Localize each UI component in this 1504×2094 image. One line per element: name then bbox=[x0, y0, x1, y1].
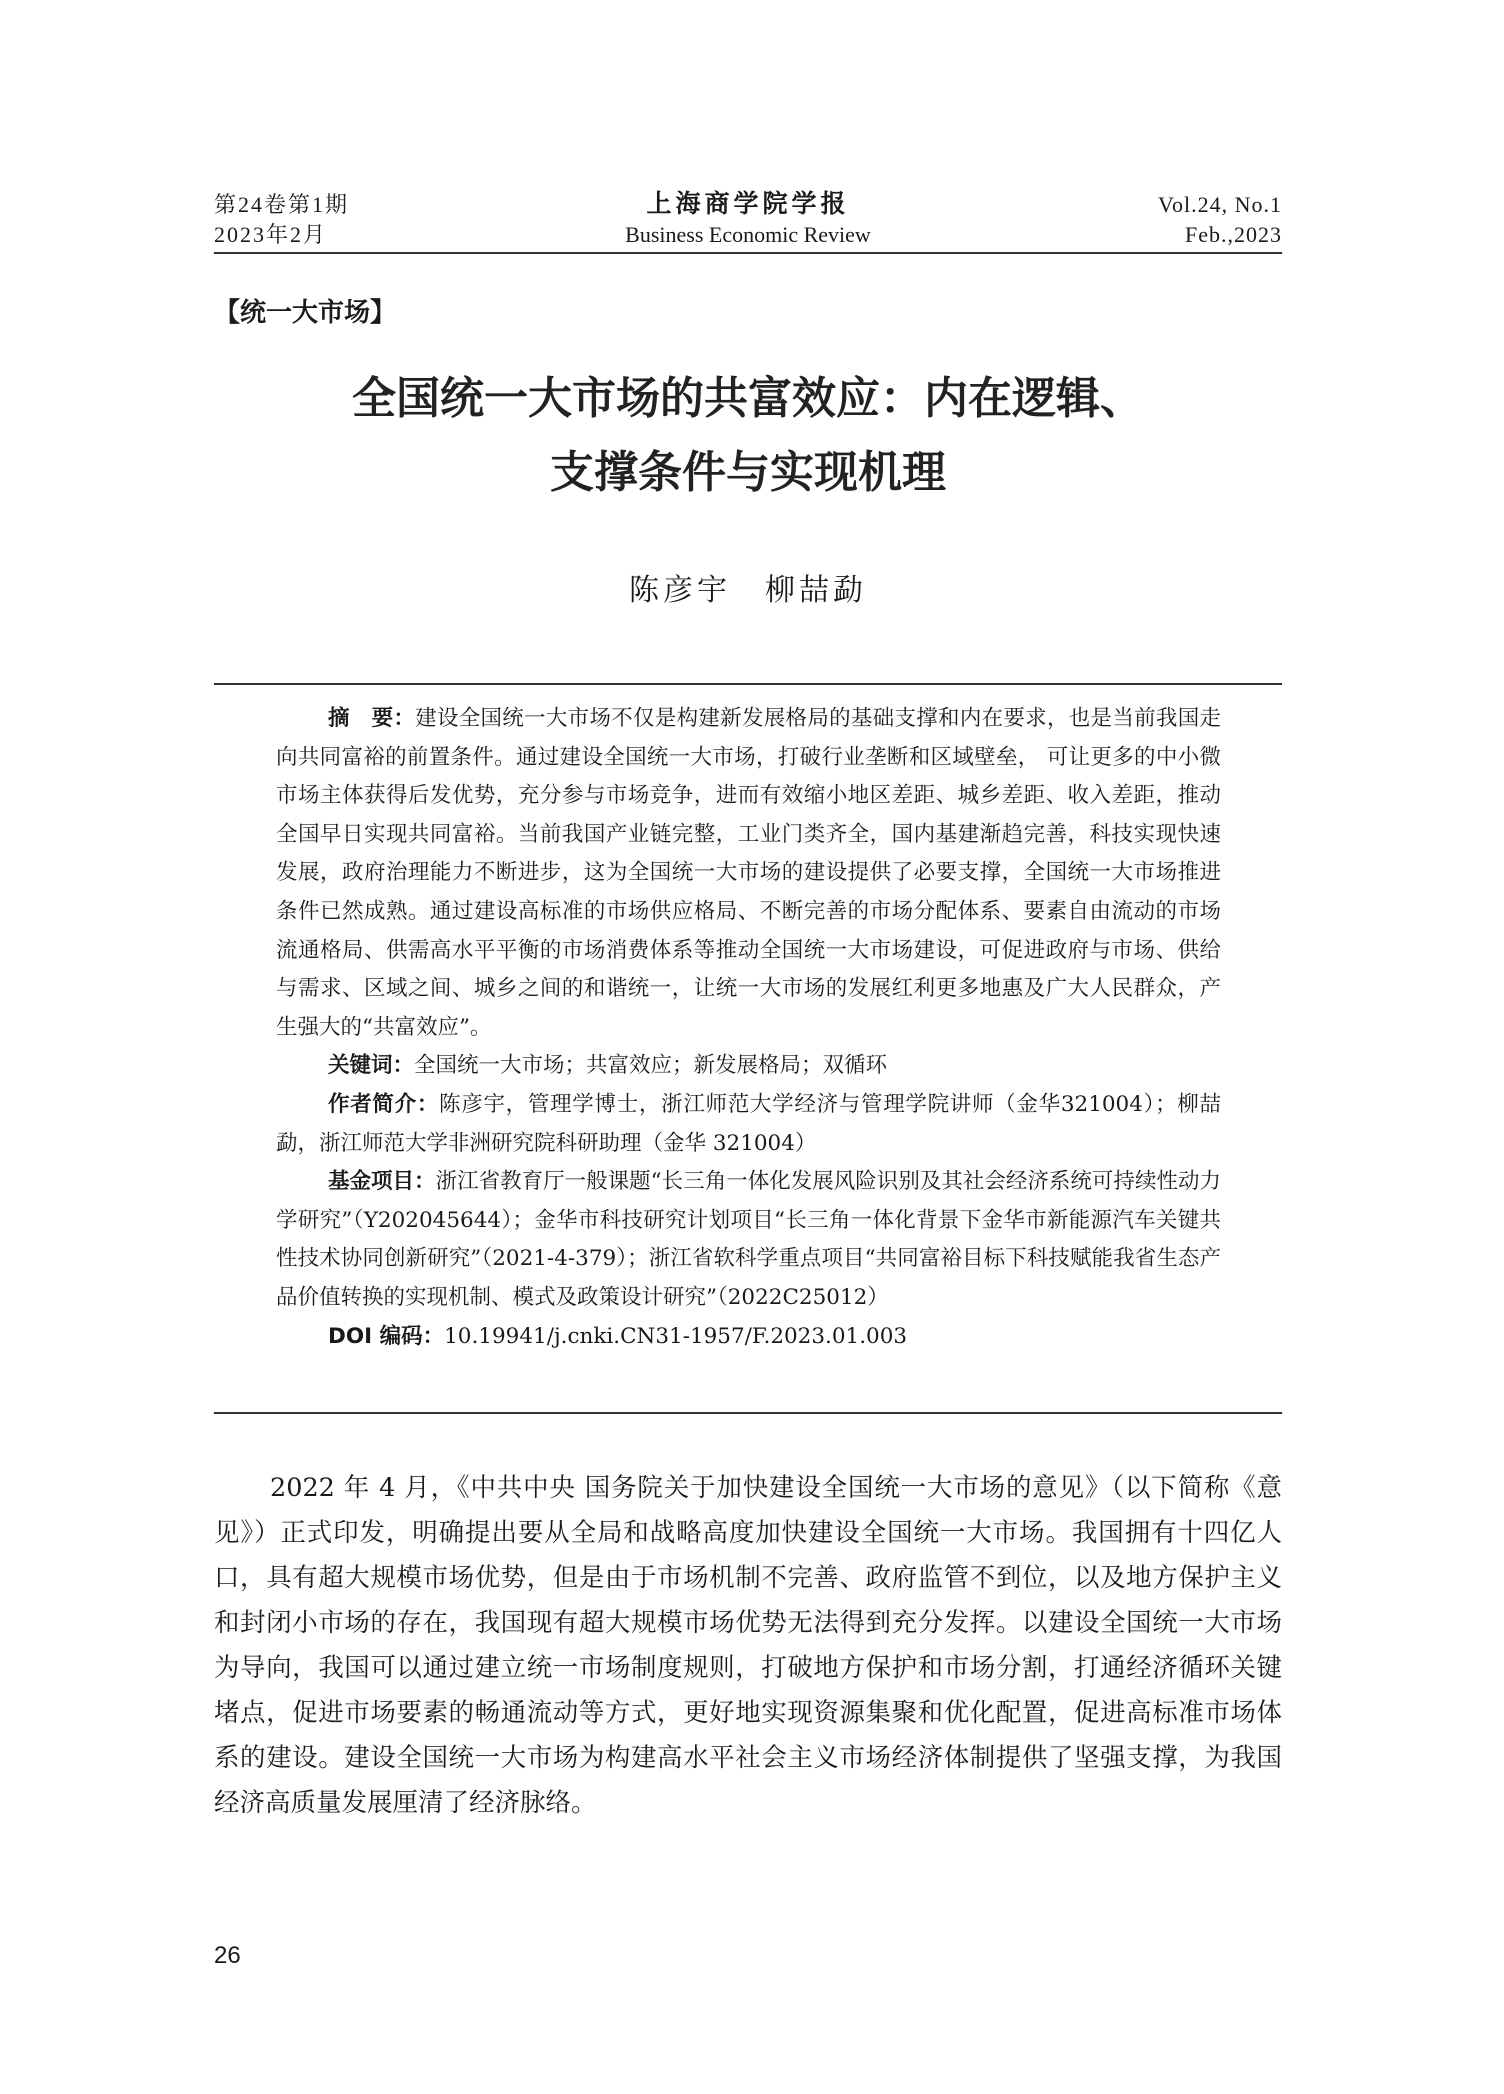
author-names: 陈彦宇 柳喆勐 bbox=[629, 573, 867, 608]
abstract-text: 建设全国统一大市场不仅是构建新发展格局的基础支撑和内在要求，也是当前我国走向共同富裕的前置条件。通过建设全国统一大市场，打破行业垄断和区域壁垒， 可让更多的中小微市场主体获得后发优势，充分参与市场竞争，进而有效缩小地区差距、城乡差距、收入差距，推动全国早日实现共同富裕。当前我国产业链完整，工业门类齐全，国内基建渐趋完善，科技实现快速发展，政府治理能力不断进步，这为全国统一大市场的建设提供了必要支撑，全国统一大市场推进条件已然成熟。通过建设高标准的市场供应格局、不断完善的市场分配体系、要素自由流动的市场流通格局、供需高水平平衡的市场消费体系等推动全国统一大市场建设，可促进政府与市场、供给与需求、区域之间、城乡之间的和谐统一，让统一大市场的发展红利更多地惠及广大人民群众，产生强大的“共富效应”。 bbox=[276, 706, 1221, 1040]
issue-info-english bbox=[1158, 190, 1282, 250]
abstract-paragraph bbox=[276, 700, 1221, 1047]
date-english: Feb.,2023 bbox=[1185, 222, 1282, 247]
abstract-top-rule bbox=[214, 683, 1282, 685]
page-number: 26 bbox=[214, 1942, 241, 1969]
issue-date: 2023年2月 bbox=[214, 222, 328, 247]
body-paragraph: 2022 年 4 月，《中共中央 国务院关于加快建设全国统一大市场的意见》（以下简称《意见》）正式印发，明确提出要从全局和战略高度加快建设全国统一大市场。我国拥有十四亿人口，具有超大规模市场优势，但是由于市场机制不完善、政府监管不到位，以及地方保护主义和封闭小市场的存在，我国现有超大规模市场优势无法得到充分发挥。以建设全国统一大市场为导向，我国可以通过建立统一市场制度规则，打破地方保护和市场分割，打通经济循环关键堵点，促进市场要素的畅通流动等方式，更好地实现资源集聚和优化配置，促进高标准市场体系的建设。建设全国统一大市场为构建高水平社会主义市场经济体制提供了坚强支撑，为我国经济高质量发展厘清了经济脉络。 bbox=[214, 1473, 1282, 1818]
volume-number-english: Vol.24, No.1 bbox=[1157, 192, 1282, 217]
doi-label: DOI 编码： bbox=[328, 1323, 445, 1349]
abstract-label: 摘 要： bbox=[328, 706, 416, 731]
doi-paragraph bbox=[276, 1318, 1221, 1357]
title-line-1: 全国统一大市场的共富效应：内在逻辑、 bbox=[352, 373, 1144, 424]
author-info-paragraph bbox=[276, 1086, 1221, 1163]
article-title bbox=[214, 362, 1282, 510]
journal-name-english: Business Economic Review bbox=[625, 222, 871, 247]
keywords-paragraph bbox=[276, 1047, 1221, 1086]
fund-label: 基金项目： bbox=[328, 1169, 436, 1195]
author-info-label: 作者简介： bbox=[328, 1091, 440, 1117]
journal-name bbox=[214, 190, 1282, 250]
fund-paragraph bbox=[276, 1163, 1221, 1317]
keywords-label: 关键词： bbox=[328, 1053, 415, 1079]
abstract-block bbox=[276, 700, 1221, 1356]
running-header bbox=[214, 190, 1282, 254]
keywords-text: 全国统一大市场；共富效应；新发展格局；双循环 bbox=[414, 1053, 888, 1079]
journal-name-chinese: 上海商学院学报 bbox=[646, 191, 850, 218]
fund-text: 浙江省教育厅一般课题“长三角一体化发展风险识别及其社会经济系统可持续性动力学研究”（Y202045644）；金华市科技研究计划项目“长三角一体化背景下金华市新能源汽车关键共性技术协同创新研究”（2021-4-379）；浙江省软科学重点项目“共同富裕目标下科技赋能我省生态产品价值转换的实现机制、模式及政策设计研究”（2022C25012） bbox=[276, 1169, 1221, 1310]
body-text bbox=[214, 1466, 1282, 1826]
abstract-bottom-rule bbox=[214, 1412, 1282, 1414]
doi-text: 10.19941/j.cnki.CN31-1957/F.2023.01.003 bbox=[444, 1323, 908, 1349]
title-line-2: 支撑条件与实现机理 bbox=[550, 447, 946, 498]
author-info-text: 陈彦宇，管理学博士，浙江师范大学经济与管理学院讲师（金华321004）；柳喆勐，浙江师范大学非洲研究院科研助理（金华 321004） bbox=[276, 1091, 1221, 1156]
column-tag: 【统一大市场】 bbox=[214, 298, 397, 328]
issue-volume: 第24卷第1期 bbox=[214, 192, 350, 217]
